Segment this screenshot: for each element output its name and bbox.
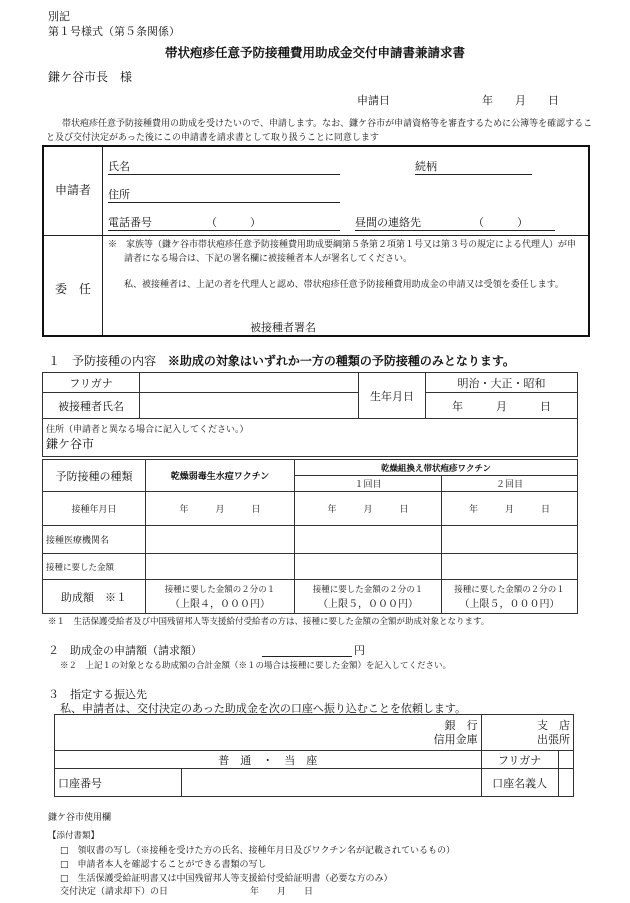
era-options[interactable]: 明治・大正・昭和 (426, 373, 578, 393)
subsidy-cap: （上限５，０００円） (318, 599, 418, 610)
phone-label: 電話番号 (108, 216, 152, 229)
phone-field[interactable] (108, 214, 340, 231)
dose1-label: １回目 (295, 476, 442, 492)
credit-union-label: 信用金庫 (433, 732, 478, 746)
decision-label: 交付決定（請求却下）の日 (60, 887, 169, 897)
section1-heading (48, 352, 515, 369)
birthdate-label: 生年月日 (359, 373, 426, 419)
applicant-section-label: 申請者 (54, 183, 91, 197)
live-facility-field[interactable] (146, 526, 295, 554)
cost-label: 接種に要した金額 (43, 554, 146, 580)
applicant-address-label: 住所 (108, 188, 130, 201)
subsidy-text: 接種に要した金額の２分の１ (454, 585, 565, 595)
date-label: 申請日 (357, 94, 390, 107)
account-number-label: 口座番号 (55, 769, 182, 797)
phone-paren: （ ） (206, 216, 261, 229)
applicant-name-field[interactable] (108, 158, 340, 175)
bank-table (54, 714, 574, 797)
recipient-table (42, 372, 578, 457)
dose2-facility-field[interactable] (442, 526, 578, 554)
furigana-field[interactable] (140, 373, 359, 393)
section3-heading: ３ 指定する振込先 (48, 688, 147, 701)
applicant-name-label: 氏名 (108, 160, 130, 173)
page-title: 帯状疱疹任意予防接種費用助成金交付申請書兼請求書 (164, 45, 465, 60)
dose1-facility-field[interactable] (295, 526, 442, 554)
relation-field[interactable] (415, 158, 532, 175)
yen-unit: 円 (354, 644, 365, 657)
dose1-cost-field[interactable] (295, 554, 442, 580)
intro-text: 帯状疱疹任意予防接種費用の助成を受けたいので、申請します。なお、鎌ケ谷市が申請資格等を審査するために公簿等を確認すること及び交付決定があった後にこの申請書を請求書として取り扱うことに同意します (46, 119, 593, 143)
footnote-2: ※２ 上記１の対象となる助成額の合計金額（※１の場合は接種に要した金額）を記入してください。 (60, 661, 452, 671)
recipient-name-field[interactable] (140, 393, 359, 419)
application-date-field[interactable]: 年 月 日 (482, 94, 559, 107)
bank-name-field[interactable] (55, 715, 482, 751)
office-label: 出張所 (537, 732, 570, 746)
date-row-label: 接種年月日 (43, 492, 146, 526)
attachment-welfare[interactable]: □ 生活保護受給証明書又は中国残留邦人等支援給付受給証明書（必要な方のみ） (60, 874, 393, 884)
birthdate-field[interactable]: 年 月 日 (426, 393, 578, 419)
dose1-subsidy-cell (295, 580, 442, 614)
recipient-name-label: 被接種者氏名 (43, 393, 140, 419)
signature-field[interactable] (330, 319, 570, 333)
claim-amount-field[interactable] (262, 644, 352, 657)
account-number-field[interactable] (182, 769, 482, 797)
dose2-label: ２回目 (442, 476, 578, 492)
dose2-date-field[interactable]: 年 月 日 (442, 492, 578, 526)
subsidy-cap: （上限４，０００円） (170, 599, 270, 610)
bank-label: 銀 行 (444, 718, 478, 732)
branch-label: 支 店 (537, 718, 570, 732)
address-note: 住所（申請者と異なる場合に記入してください。） (46, 425, 249, 435)
branch-name-field[interactable] (481, 715, 573, 751)
holder-furigana-label: フリガナ (481, 751, 558, 769)
live-subsidy-cell (146, 580, 295, 614)
daytime-paren: （ ） (473, 216, 528, 229)
attachments-label: 【添付書類】 (48, 831, 100, 841)
subsidy-text: 接種に要した金額の２分の１ (164, 585, 276, 595)
section1-note: ※助成の対象はいずれか一方の種類の予防接種のみとなります。 (167, 354, 515, 368)
dose1-date-field[interactable]: 年 月 日 (295, 492, 442, 526)
decision-date-field[interactable]: 年 月 日 (250, 887, 314, 897)
holder-name-field[interactable] (558, 769, 573, 797)
attachment-id[interactable]: □ 申請者本人を確認することができる書類の写し (60, 860, 267, 870)
attachment-receipt[interactable]: □ 領収書の写し（※接種を受けた方の氏名、接種年月日及びワクチン名が記載されているもの） (60, 846, 456, 856)
furigana-label: フリガナ (43, 373, 140, 393)
vaccine-recombinant: 乾燥組換え帯状疱疹ワクチン (295, 460, 578, 476)
dose2-cost-field[interactable] (442, 554, 578, 580)
delegation-statement: 私、被接種者は、上記の者を代理人と認め、帯状疱疹任意予防接種費用助成金の申請又は受領を委任します。 (124, 280, 564, 290)
holder-label: 口座名義人 (481, 769, 558, 797)
subsidy-text: 接種に要した金額の２分の１ (312, 585, 424, 595)
section3-statement: 私、申請者は、交付決定のあった助成金を次の口座へ振り込むことを依頼します。 (60, 702, 467, 715)
subsidy-cap: （上限５，０００円） (459, 599, 560, 610)
signature-label: 被接種者署名 (250, 321, 316, 334)
footnote-1: ※１ 生活保護受給者及び中国残留邦人等支援給付受給者の方は、接種に要した金額の全額が助成対象となります。 (48, 617, 490, 627)
relation-label: 続柄 (415, 160, 437, 173)
appendix-label: 別記 (48, 10, 70, 23)
addressee: 鎌ケ谷市長 様 (48, 70, 133, 84)
city-label: 鎌ケ谷市 (46, 437, 95, 451)
office-use-heading: 鎌ケ谷市使用欄 (48, 813, 112, 823)
daytime-contact-label: 昼間の連絡先 (355, 216, 421, 229)
dose2-subsidy-cell (442, 580, 578, 614)
form-number: 第１号様式（第５条関係） (48, 25, 180, 38)
applicant-address-field[interactable] (108, 186, 340, 203)
subsidy-label: 助成額 ※１ (43, 580, 146, 614)
vaccine-type-label: 予防接種の種類 (43, 460, 146, 492)
daytime-contact-field[interactable] (355, 214, 555, 231)
holder-furigana-field[interactable] (558, 751, 573, 769)
live-cost-field[interactable] (146, 554, 295, 580)
section1-title: １ 予防接種の内容 (48, 354, 157, 368)
account-type-options[interactable]: 普 通 ・ 当 座 (55, 751, 482, 769)
recipient-address-field[interactable] (43, 419, 578, 457)
delegation-section-label: 委 任 (54, 282, 91, 296)
vaccine-live: 乾燥弱毒生水痘ワクチン (146, 460, 295, 492)
delegation-note: ※ 家族等（鎌ケ谷市帯状疱疹任意予防接種費用助成要綱第５条第２項第１号又は第３号の規定による代理人）が申請者になる場合は、下記の署名欄に被接種者本人が署名してください。 (108, 240, 577, 264)
section2-heading: ２ 助成金の申請額（請求額） (48, 644, 202, 657)
facility-label: 接種医療機関名 (43, 526, 146, 554)
decision-date (60, 884, 314, 897)
live-date-field[interactable]: 年 月 日 (146, 492, 295, 526)
vaccination-table (42, 459, 578, 614)
